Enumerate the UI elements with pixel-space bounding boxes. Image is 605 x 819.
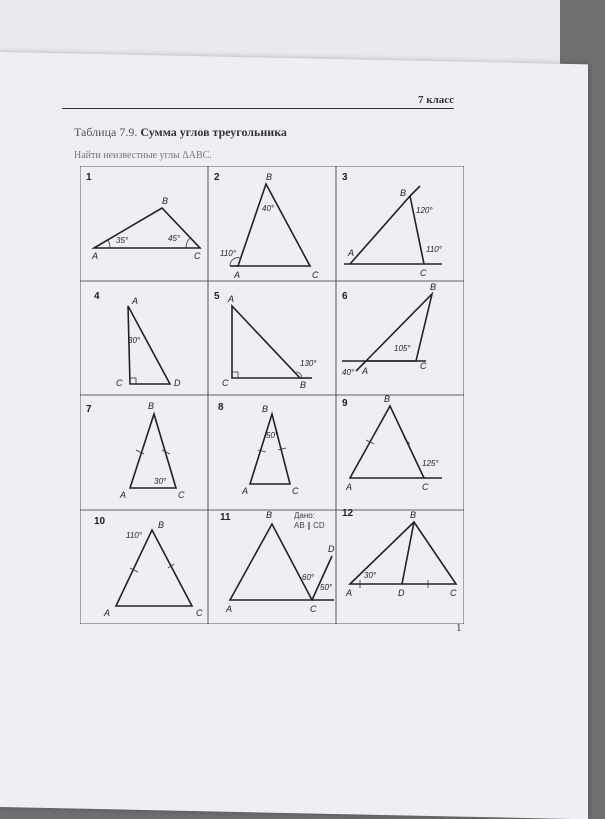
vertex-label: C xyxy=(292,486,299,496)
vertex-label: D xyxy=(328,544,335,554)
angle-label: 50° xyxy=(320,583,333,592)
angle-label: 120° xyxy=(416,206,433,215)
vertex-label: B xyxy=(410,510,417,520)
given-relation: AB ∥ CD xyxy=(294,521,325,530)
header-rule xyxy=(62,108,454,109)
vertex-label: C xyxy=(116,378,123,388)
angle-label: 125° xyxy=(422,459,439,468)
vertex-label: A xyxy=(228,294,235,304)
problem-number: 10 xyxy=(94,516,106,527)
vertex-label: C xyxy=(196,608,203,618)
title-prefix: Таблица 7.9. xyxy=(74,125,138,139)
problem-9 xyxy=(342,394,442,492)
problem-number: 6 xyxy=(342,291,348,302)
vertex-label: D xyxy=(174,378,181,388)
vertex-label: A xyxy=(362,366,369,376)
given-label: Дано: xyxy=(294,511,315,520)
grid-lines xyxy=(80,166,464,624)
triangle xyxy=(128,306,170,384)
angle-label: 35° xyxy=(116,236,129,245)
triangle xyxy=(94,208,200,248)
angle-label: 110° xyxy=(426,245,442,254)
problem-number: 2 xyxy=(214,172,220,183)
problem-2 xyxy=(214,172,319,280)
problem-1 xyxy=(86,172,201,261)
title-bold: Сумма углов треугольника xyxy=(140,125,287,139)
triangle xyxy=(232,306,300,378)
problem-number: 8 xyxy=(218,402,224,413)
vertex-label: C xyxy=(420,268,427,278)
vertex-label: A xyxy=(104,608,111,618)
vertex-label: B xyxy=(148,401,155,411)
task-instruction: Найти неизвестные углы ΔABC. xyxy=(74,150,212,161)
angle-label: 110° xyxy=(220,249,236,258)
vertex-label: A xyxy=(234,270,241,280)
page-number: 1 xyxy=(456,622,462,634)
vertex-label: C xyxy=(450,588,457,598)
vertex-label: B xyxy=(266,172,273,182)
problem-number: 7 xyxy=(86,404,92,415)
vertex-label: B xyxy=(158,520,165,530)
triangle xyxy=(250,414,290,484)
problem-6 xyxy=(342,282,436,377)
vertex-label: B xyxy=(384,394,391,404)
vertex-label: A xyxy=(348,248,355,258)
problem-number: 1 xyxy=(86,172,92,183)
problem-number: 12 xyxy=(342,508,354,519)
angle-label: 30° xyxy=(128,336,141,345)
grade-label: 7 класс xyxy=(418,94,455,106)
vertex-label: B xyxy=(430,282,437,292)
vertex-label: B xyxy=(266,510,273,520)
triangle xyxy=(130,414,176,488)
angle-label: 130° xyxy=(300,359,317,368)
angle-label: 110° xyxy=(126,531,142,540)
problem-3 xyxy=(342,172,443,278)
vertex-label: A xyxy=(92,251,99,261)
angle-label: 30° xyxy=(154,477,167,486)
angle-label: 60° xyxy=(302,573,315,582)
vertex-label: A xyxy=(242,486,249,496)
vertex-label: C xyxy=(194,251,201,261)
vertex-label: C xyxy=(310,604,317,614)
triangle xyxy=(238,184,310,266)
vertex-label: D xyxy=(398,588,405,598)
vertex-label: A xyxy=(120,490,127,500)
triangle xyxy=(350,406,424,478)
vertex-label: B xyxy=(400,188,407,198)
vertex-label: A xyxy=(132,296,139,306)
page-title xyxy=(74,125,287,140)
problem-4 xyxy=(94,291,181,388)
triangle xyxy=(116,530,192,606)
vertex-label: C xyxy=(422,482,429,492)
vertex-label: C xyxy=(312,270,319,280)
problem-number: 4 xyxy=(94,291,100,302)
problem-10 xyxy=(94,516,203,618)
problem-8 xyxy=(218,402,299,496)
problem-5 xyxy=(214,291,317,390)
angle-label: 40° xyxy=(262,204,275,213)
angle-label: 105° xyxy=(394,344,411,353)
angle-label: 40° xyxy=(342,368,355,377)
problems-grid xyxy=(80,166,464,624)
problem-7 xyxy=(86,401,185,500)
vertex-label: A xyxy=(226,604,233,614)
vertex-label: A xyxy=(346,482,353,492)
problem-number: 5 xyxy=(214,291,220,302)
angle-label: 45° xyxy=(168,234,181,243)
problem-number: 9 xyxy=(342,398,348,409)
vertex-label: C xyxy=(420,361,427,371)
vertex-label: B xyxy=(262,404,269,414)
vertex-label: C xyxy=(178,490,185,500)
triangle xyxy=(230,524,312,600)
vertex-label: C xyxy=(222,378,229,388)
vertex-label: B xyxy=(300,380,307,390)
problem-12 xyxy=(342,508,457,598)
vertex-label: A xyxy=(346,588,353,598)
angle-label: 50° xyxy=(266,431,279,440)
problem-number: 3 xyxy=(342,172,348,183)
problem-number: 11 xyxy=(220,512,231,523)
problem-11 xyxy=(220,510,335,614)
angle-label: 30° xyxy=(364,571,377,580)
vertex-label: B xyxy=(162,196,169,206)
